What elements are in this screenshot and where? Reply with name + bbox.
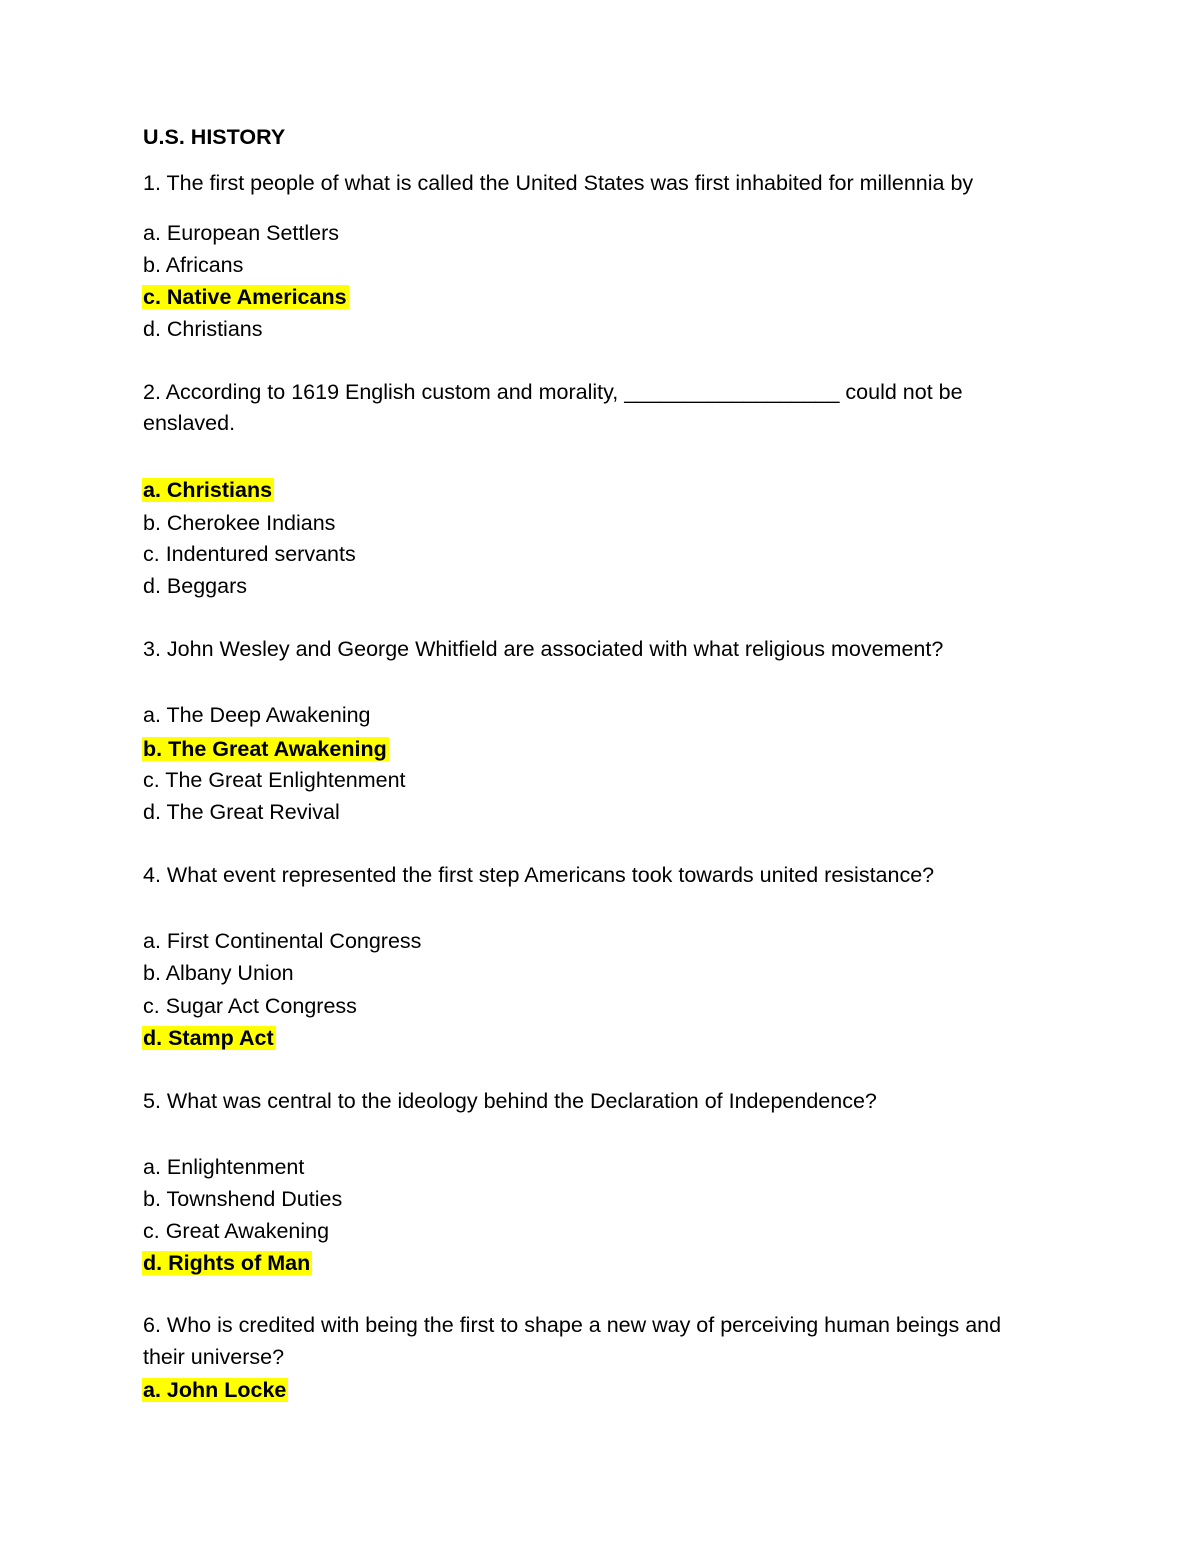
question-1-option-a: a. European Settlers	[143, 221, 340, 245]
highlighted-answer: b. The Great Awakening	[143, 737, 387, 761]
question-5-option-c: c. Great Awakening	[143, 1219, 330, 1243]
highlighted-answer: d. Rights of Man	[143, 1251, 311, 1275]
question-1-prompt: 1. The first people of what is called the United States was first inhabited for millennia by	[143, 171, 974, 195]
question-2-option-c: c. Indentured servants	[143, 542, 356, 566]
question-5-option-b: b. Townshend Duties	[143, 1187, 343, 1211]
question-2-option-d: d. Beggars	[143, 574, 247, 598]
question-5-option-a: a. Enlightenment	[143, 1155, 305, 1179]
question-6-option-a	[143, 1375, 288, 1405]
question-2-prompt-line-1: 2. According to 1619 English custom and morality, __________________ could not be	[143, 380, 963, 404]
question-3-option-a: a. The Deep Awakening	[143, 703, 371, 727]
question-6-prompt-line-1: 6. Who is credited with being the first to shape a new way of perceiving human beings and	[143, 1313, 1002, 1337]
question-3-option-b	[143, 734, 389, 764]
question-4-option-b: b. Albany Union	[143, 961, 294, 985]
question-5-prompt: 5. What was central to the ideology behind the Declaration of Independence?	[143, 1089, 877, 1113]
question-4-option-d	[143, 1023, 276, 1053]
question-3-option-c: c. The Great Enlightenment	[143, 768, 406, 792]
highlighted-answer: c. Native Americans	[143, 285, 347, 309]
question-4-option-a: a. First Continental Congress	[143, 929, 422, 953]
highlighted-answer: a. Christians	[143, 478, 273, 502]
question-1-option-d: d. Christians	[143, 317, 263, 341]
question-3-option-d: d. The Great Revival	[143, 800, 340, 824]
question-2-option-a	[143, 475, 274, 505]
question-5-option-d	[143, 1248, 312, 1278]
question-4-option-c: c. Sugar Act Congress	[143, 994, 357, 1018]
question-2-prompt-line-2: enslaved.	[143, 411, 236, 435]
question-1-option-b: b. Africans	[143, 253, 244, 277]
question-1-option-c	[143, 282, 349, 312]
document-title: U.S. HISTORY	[143, 125, 286, 149]
question-6-prompt-line-2: their universe?	[143, 1345, 285, 1369]
question-2-option-b: b. Cherokee Indians	[143, 511, 336, 535]
highlighted-answer: a. John Locke	[143, 1378, 287, 1402]
question-4-prompt: 4. What event represented the first step Americans took towards united resistance?	[143, 863, 935, 887]
highlighted-answer: d. Stamp Act	[143, 1026, 274, 1050]
question-3-prompt: 3. John Wesley and George Whitfield are associated with what religious movement?	[143, 637, 944, 661]
